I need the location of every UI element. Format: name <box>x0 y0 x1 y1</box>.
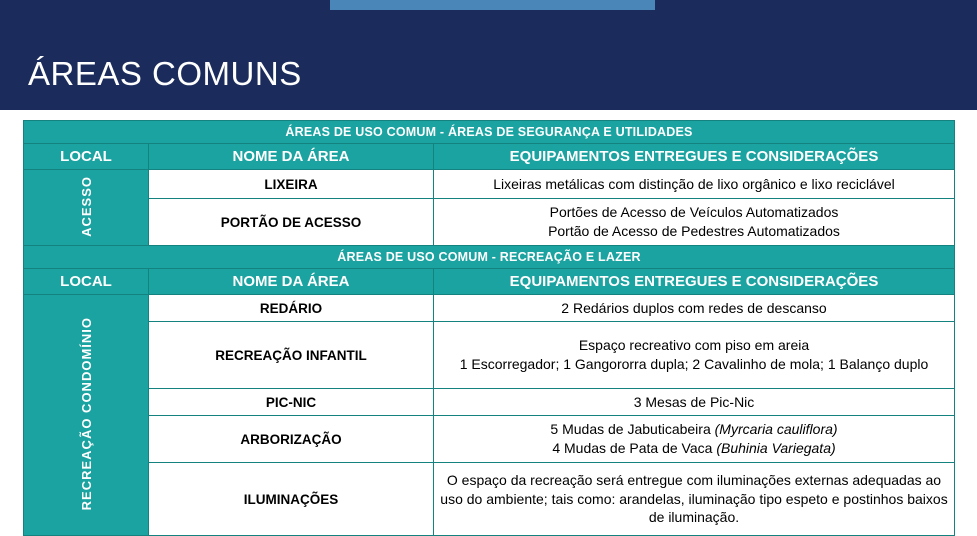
column-header-local: LOCAL <box>24 144 149 170</box>
table-row <box>24 144 955 170</box>
desc-line: 5 Mudas de Jabuticabeira (Myrcaria cauliflora) <box>550 421 838 438</box>
column-header-nome: NOME DA ÁREA <box>149 269 434 295</box>
areas-table-container <box>23 120 954 536</box>
desc-line: 4 Mudas de Pata de Vaca (Buhinia Variegata) <box>552 440 836 456</box>
desc-line: Espaço recreativo com piso em areia <box>578 337 810 354</box>
table-row <box>24 322 955 389</box>
area-desc-arborizacao <box>434 416 955 463</box>
desc-line: Portão de Acesso de Pedestres Automatizados <box>548 223 840 239</box>
local-label-recreacao <box>24 295 149 536</box>
table-row <box>24 269 955 295</box>
area-name-lixeira: LIXEIRA <box>149 170 434 199</box>
area-desc-lixeira: Lixeiras metálicas com distinção de lixo orgânico e lixo reciclável <box>434 170 955 199</box>
section-band-title: ÁREAS DE USO COMUM - ÁREAS DE SEGURANÇA E UTILIDADES <box>24 121 955 144</box>
area-name-recreacao-infantil: RECREAÇÃO INFANTIL <box>149 322 434 389</box>
column-header-nome: NOME DA ÁREA <box>149 144 434 170</box>
column-header-equipamentos: EQUIPAMENTOS ENTREGUES E CONSIDERAÇÕES <box>434 269 955 295</box>
column-header-equipamentos: EQUIPAMENTOS ENTREGUES E CONSIDERAÇÕES <box>434 144 955 170</box>
header-band <box>0 0 977 110</box>
desc-line: 1 Escorregador; 1 Gangororra dupla; 2 Cavalinho de mola; 1 Balanço duplo <box>459 356 929 372</box>
area-name-portao: PORTÃO DE ACESSO <box>149 199 434 246</box>
section-band-title: ÁREAS DE USO COMUM - RECREAÇÃO E LAZER <box>24 246 955 269</box>
table-row <box>24 121 955 144</box>
table-row <box>24 389 955 416</box>
table-row <box>24 199 955 246</box>
area-name-iluminacoes: ILUMINAÇÕES <box>149 463 434 536</box>
local-label-acesso <box>24 170 149 246</box>
table-row <box>24 246 955 269</box>
area-desc-picnic: 3 Mesas de Pic-Nic <box>434 389 955 416</box>
desc-line: Portões de Acesso de Veículos Automatizados <box>549 204 839 221</box>
areas-table <box>23 120 955 536</box>
local-label-recreacao-text: RECREAÇÃO CONDOMÍNIO <box>78 316 94 511</box>
local-label-acesso-text: ACESSO <box>78 175 94 237</box>
area-name-picnic: PIC-NIC <box>149 389 434 416</box>
area-desc-portao <box>434 199 955 246</box>
table-row <box>24 463 955 536</box>
area-desc-iluminacoes: O espaço da recreação será entregue com iluminações externas adequadas ao uso do ambiente; tais como: arandelas, iluminação tipo espeto e postinhos baixos de iluminação. <box>434 463 955 536</box>
area-desc-redario: 2 Redários duplos com redes de descanso <box>434 295 955 322</box>
area-name-arborizacao: ARBORIZAÇÃO <box>149 416 434 463</box>
header-accent-bar <box>330 0 655 10</box>
table-row <box>24 295 955 322</box>
column-header-local: LOCAL <box>24 269 149 295</box>
table-row <box>24 170 955 199</box>
area-name-redario: REDÁRIO <box>149 295 434 322</box>
table-row <box>24 416 955 463</box>
area-desc-recreacao-infantil <box>434 322 955 389</box>
page-title: ÁREAS COMUNS <box>28 55 302 92</box>
